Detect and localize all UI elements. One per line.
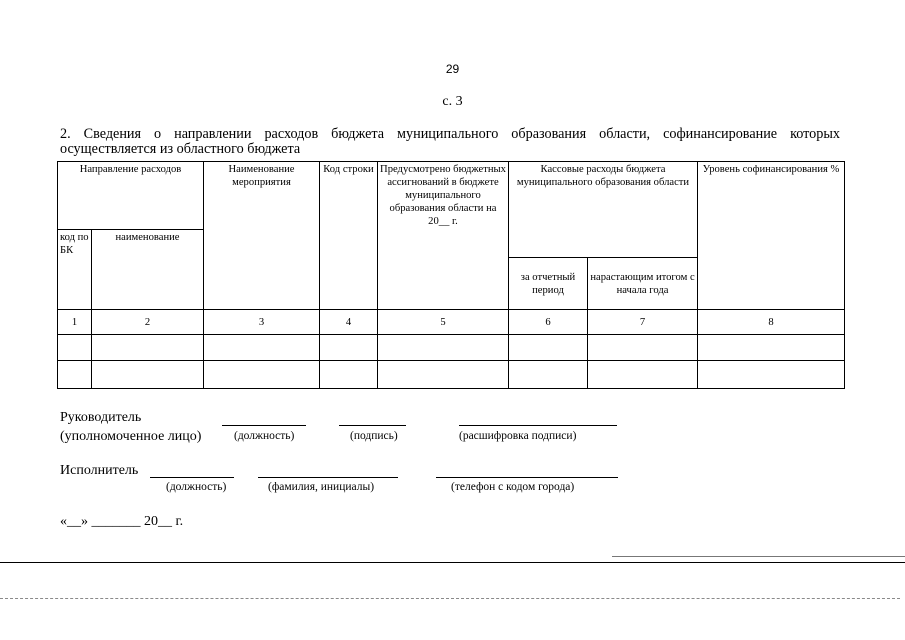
header-direction: Направление расходов	[58, 162, 204, 230]
executor-position-line	[150, 477, 234, 478]
authorized-person-label: (уполномоченное лицо)	[60, 429, 202, 444]
decoding-caption: (расшифровка подписи)	[459, 430, 577, 442]
head-label: Руководитель	[60, 410, 142, 425]
scan-artifact-line	[612, 556, 905, 557]
header-line-code: Код строки	[320, 162, 378, 310]
header-code-bk: код по БК	[58, 230, 92, 310]
column-number: 2	[92, 310, 204, 335]
page-number: 29	[445, 62, 460, 76]
sheet-label: с. 3	[442, 94, 463, 109]
column-number: 4	[320, 310, 378, 335]
section-heading: 2. Сведения о направлении расходов бюджета муниципального образования области, софинансирование которых осуществляется из областного бюджета	[60, 126, 840, 157]
position-caption: (должность)	[234, 430, 295, 442]
header-cofinancing-level: Уровень софинансирования %	[698, 162, 845, 310]
column-number: 3	[204, 310, 320, 335]
table-row	[58, 361, 845, 389]
executor-phone-caption: (телефон с кодом города)	[451, 481, 575, 493]
header-planned-allocations: Предусмотрено бюджетных ассигнований в бюджете муниципального образования области на 20__ г.	[378, 162, 509, 310]
header-cash-expenditures: Кассовые расходы бюджета муниципального образования области	[509, 162, 698, 258]
executor-position-caption: (должность)	[166, 481, 227, 493]
executor-name-caption: (фамилия, инициалы)	[268, 481, 375, 493]
decoding-line	[459, 425, 617, 426]
executor-name-line	[258, 477, 398, 478]
position-line	[222, 425, 306, 426]
signature-caption: (подпись)	[350, 430, 398, 442]
column-number: 1	[58, 310, 92, 335]
cofinancing-table	[57, 161, 845, 389]
page-bottom-line	[0, 562, 905, 563]
executor-label: Исполнитель	[60, 463, 139, 478]
column-number: 6	[509, 310, 588, 335]
column-number: 8	[698, 310, 845, 335]
signature-line	[339, 425, 406, 426]
column-number: 5	[378, 310, 509, 335]
scan-artifact-dashes	[0, 598, 900, 599]
column-number: 7	[588, 310, 698, 335]
header-name: наименование	[92, 230, 204, 310]
executor-phone-line	[436, 477, 618, 478]
header-cumulative: нарастающим итогом с начала года	[588, 258, 698, 310]
header-event-name: Наименование мероприятия	[204, 162, 320, 310]
header-reporting-period: за отчетный период	[509, 258, 588, 310]
date-line: «__» _______ 20__ г.	[60, 514, 184, 529]
table-row	[58, 335, 845, 361]
